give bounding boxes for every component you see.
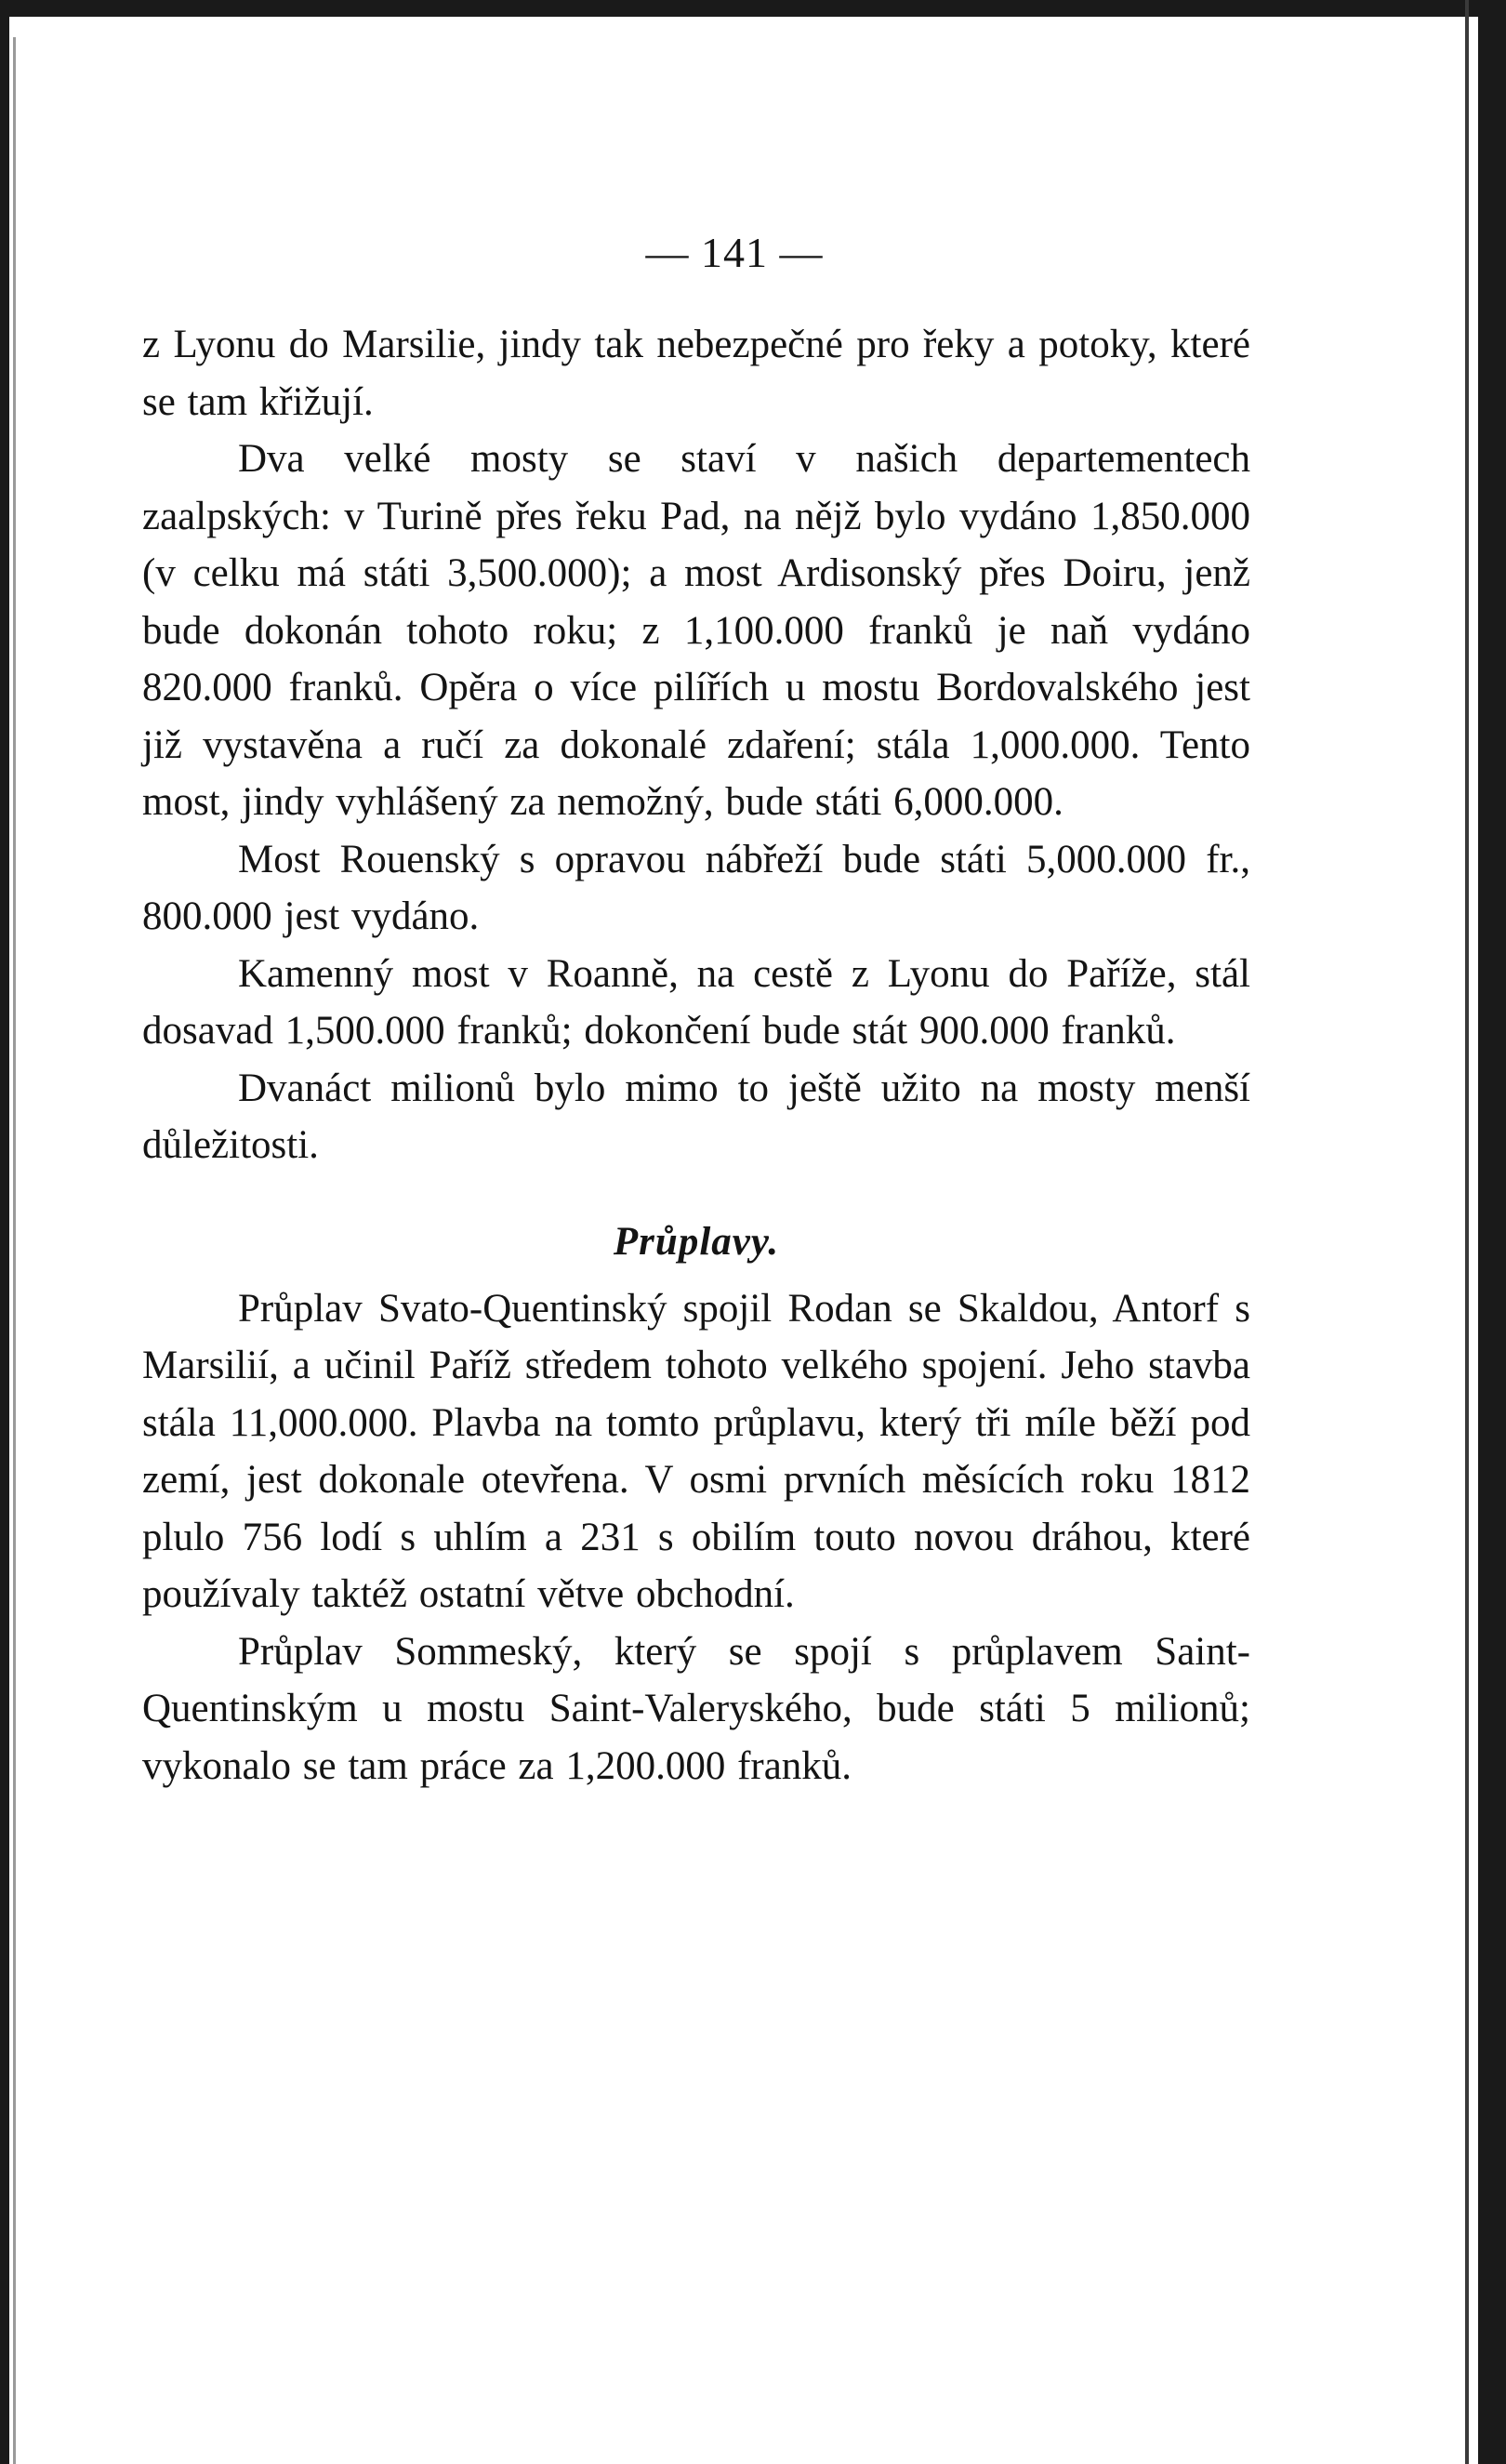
paragraph-somme-canal: Průplav Sommeský, který se spojí s průplavem Saint-Quentinským u mostu Saint-Valeryského, bude státi 5 milionů; vykonalo se tam práce za 1,200.000 franků. (142, 1629, 1250, 1788)
scan-border-top (0, 0, 1506, 17)
scan-border-left-inner (13, 37, 16, 2464)
paragraph-bridges: Dva velké mosty se staví v našich departementech zaalpských: v Turině přes řeku Pad, na nějž bylo vydáno 1,850.000 (v celku má státi 3,500.000); a most Ardisonský přes Doiru, jenž bude dokonán tohoto roku; z 1,100.000 franků je naň vydáno 820.000 franků. Opěra o více pilířích u mostu Bordovalského jest již vystavěna a ručí za dokonalé zdaření; stála 1,000.000. Tento most, jindy vyhlášený za nemožný, bude státi 6,000.000. (142, 437, 1250, 824)
paragraph-minor-bridges: Dvanáct milionů bylo mimo to ještě užito na mosty menší důležitosti. (142, 1066, 1250, 1167)
scan-border-left (0, 0, 9, 2464)
section-heading-canals: Průplavy. (613, 1219, 780, 1264)
paragraph-roanne-bridge: Kamenný most v Roanně, na cestě z Lyonu do Paříže, stál dosavad 1,500.000 franků; dokončení bude stát 900.000 franků. (142, 951, 1250, 1053)
paragraph-rouen-bridge: Most Rouenský s opravou nábřeží bude státi 5,000.000 fr., 800.000 jest vydáno. (142, 837, 1250, 938)
paragraph-saint-quentin-canal: Průplav Svato-Quentinský spojil Rodan se Skaldou, Antorf s Marsilií, a učinil Paříž středem tohoto velkého spojení. Jeho stavba stála 11,000.000. Plavba na tomto průplavu, který tři míle běží pod zemí, jest dokonale otevřena. V osmi prvních měsících roku 1812 plulo 756 lodí s uhlím a 231 s obilím touto novou dráhou, které používaly taktéž ostatní větve obchodní. (142, 1286, 1250, 1616)
text-column (142, 316, 1250, 1795)
scan-border-right-inner (1465, 0, 1469, 2464)
paragraph-continuation: z Lyonu do Marsilie, jindy tak nebezpečné pro řeky a potoky, které se tam křižují. (142, 323, 1250, 424)
scan-border-right (1478, 0, 1506, 2464)
page-number: — 141 — (645, 229, 824, 276)
